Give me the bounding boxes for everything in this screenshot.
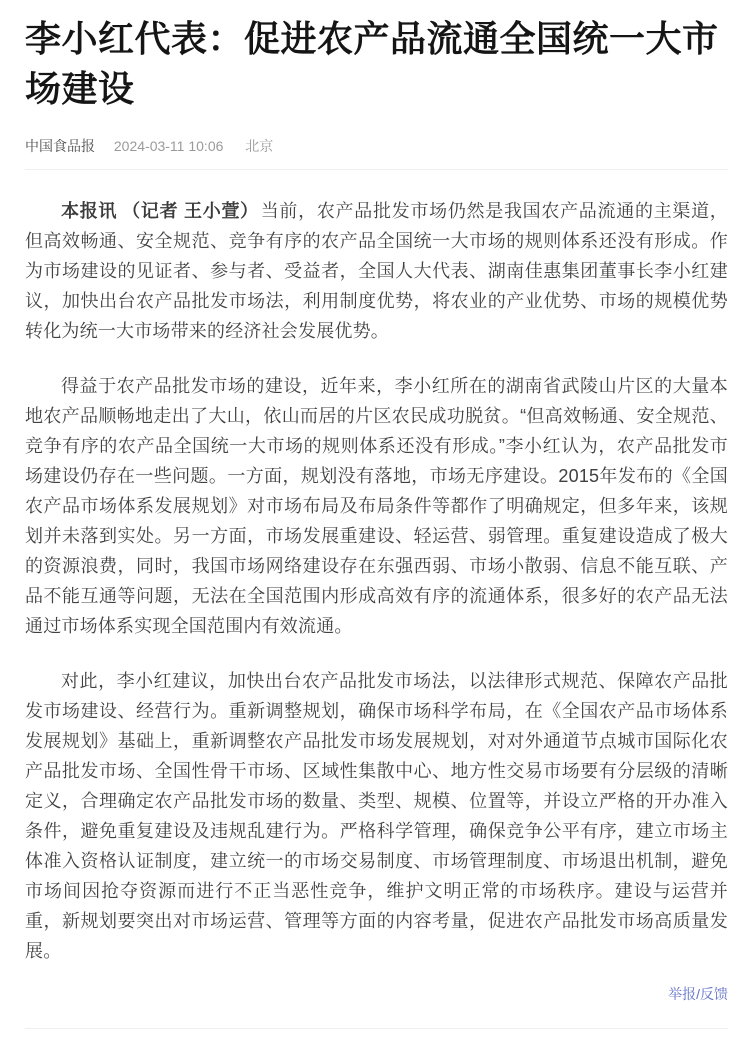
- publish-timestamp: 2024-03-11 10:06: [113, 138, 224, 154]
- source-name[interactable]: 中国食品报: [25, 138, 95, 154]
- report-feedback-link[interactable]: 举报/反馈: [668, 986, 728, 1002]
- paragraph-3: 对此，李小红建议，加快出台农产品批发市场法，以法律形式规范、保障农产品批发市场建设、经营行为。重新调整规划，确保市场科学布局，在《全国农产品市场体系发展规划》基础上，重新调整农产品批发市场发展规划，对对外通道节点城市国际化农产品批发市场、全国性骨干市场、区域性集散中心、地方性交易市场要有分层级的清晰定义，合理确定农产品批发市场的数量、类型、规模、位置等，并设立严格的开办准入条件，避免重复建设及违规乱建行为。严格科学管理，确保竞争公平有序，建立市场主体准入资格认证制度，建立统一的市场交易制度、市场管理制度、市场退出机制，避免市场间因抢夺资源而进行不正当恶性竞争，维护文明正常的市场秩序。建设与运营并重，新规划要突出对市场运营、管理等方面的内容考量，促进农产品批发市场高质量发展。: [25, 671, 728, 961]
- article-body: [25, 196, 728, 966]
- paragraph-1: [25, 196, 728, 346]
- paragraph-2: 得益于农产品批发市场的建设，近年来，李小红所在的湖南省武陵山片区的大量本地农产品顺畅地走出了大山，依山而居的片区农民成功脱贫。“但高效畅通、安全规范、竞争有序的农产品全国统一大市场的规则体系还没有形成。”李小红认为，农产品批发市场建设仍存在一些问题。一方面，规划没有落地，市场无序建设。2015年发布的《全国农产品市场体系发展规划》对市场布局及布局条件等都作了明确规定，但多年来，该规划并未落到实处。另一方面，市场发展重建设、轻运营、弱管理。重复建设造成了极大的资源浪费，同时，我国市场网络建设存在东强西弱、市场小散弱、信息不能互联、产品不能互通等问题，无法在全国范围内形成高效有序的流通体系，很多好的农产品无法通过市场体系实现全国范围内有效流通。: [25, 376, 728, 636]
- footer-divider: [25, 1028, 728, 1029]
- article-footer: [25, 984, 728, 1004]
- page-title: 李小红代表：促进农产品流通全国统一大市场建设: [25, 18, 719, 109]
- article-meta: [25, 136, 728, 156]
- header-divider: [25, 169, 728, 170]
- paragraph-1-text: 当前，农产品批发市场仍然是我国农产品流通的主渠道，但高效畅通、安全规范、竞争有序的农产品全国统一大市场的规则体系还没有形成。作为市场建设的见证者、参与者、受益者，全国人大代表、湖南佳惠集团董事长李小红建议，加快出台农产品批发市场法，利用制度优势，将农业的产业优势、市场的规模优势转化为统一大市场带来的经济社会发展优势。: [25, 201, 728, 341]
- publish-location: 北京: [245, 138, 274, 154]
- lead-label: 本报讯: [61, 201, 118, 221]
- reporter-byline: （记者 王小萱）: [122, 201, 259, 221]
